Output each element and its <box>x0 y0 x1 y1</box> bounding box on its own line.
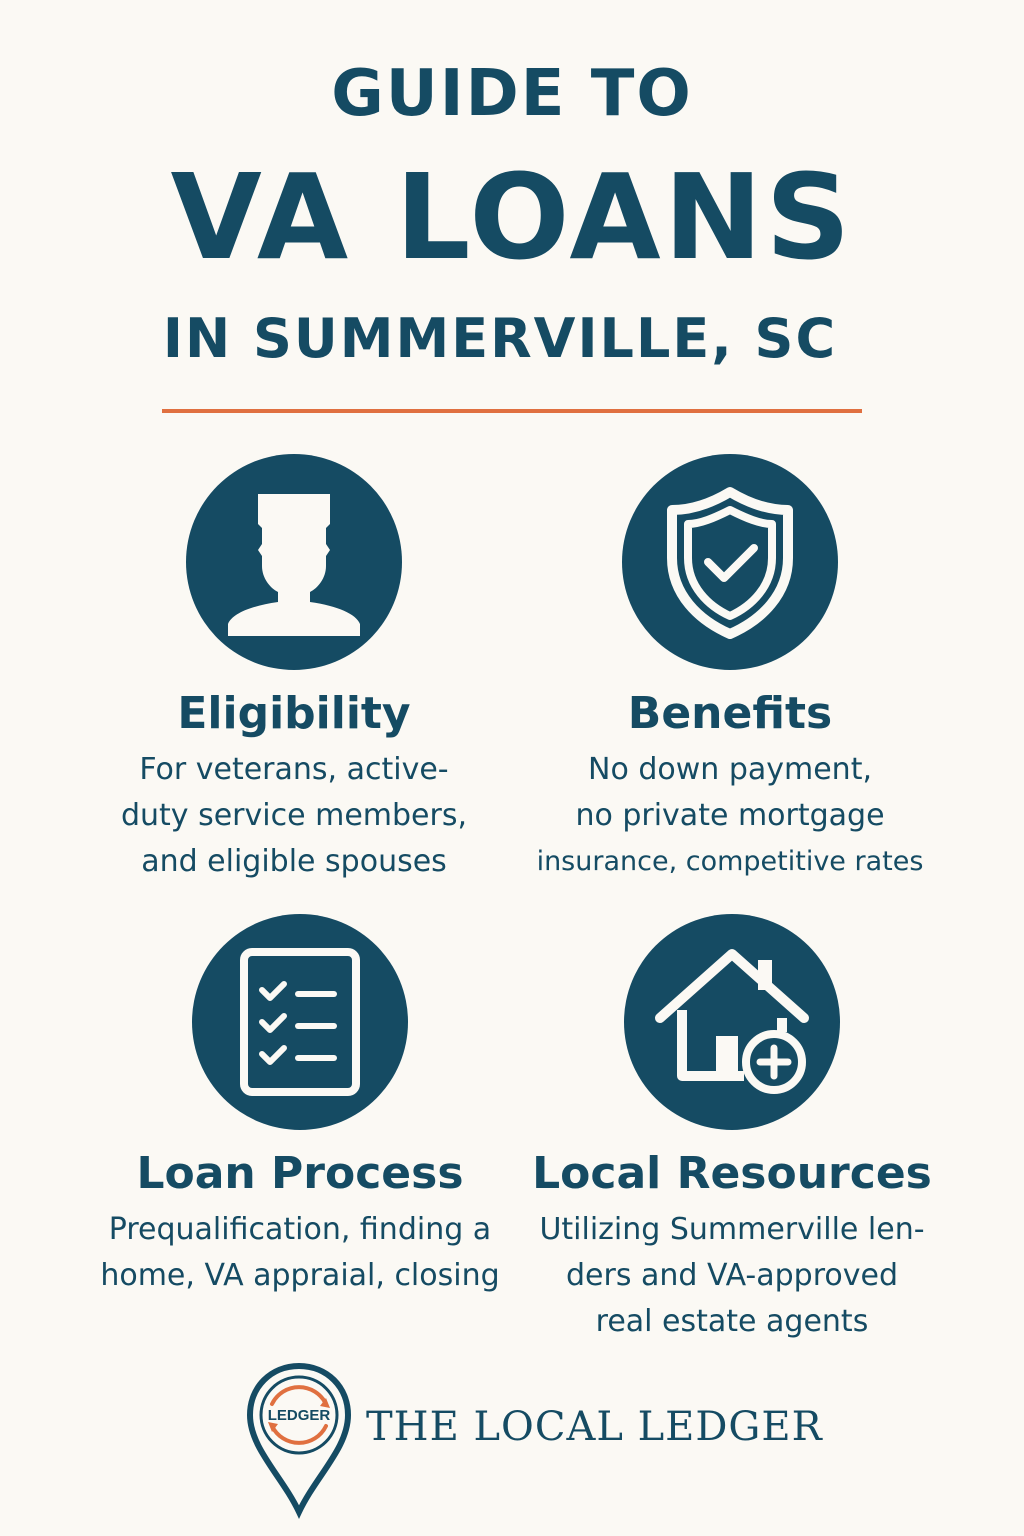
description-line: ders and VA-approved <box>565 1257 899 1293</box>
ledger-logo-icon <box>244 1360 354 1526</box>
section-title: Eligibility <box>177 688 411 739</box>
description-line: For veterans, active- <box>139 751 449 787</box>
section-description <box>74 747 514 885</box>
brand-name: THE LOCAL LEDGER <box>366 1404 823 1450</box>
logo-text: LEDGER <box>267 1407 331 1424</box>
description-line: Utilizing Summerville len- <box>539 1211 925 1247</box>
section-eligibility <box>74 454 514 885</box>
section-title: Loan Process <box>136 1148 464 1199</box>
section-description <box>80 1207 520 1299</box>
house-plus-icon <box>624 914 840 1130</box>
section-title: Local Resources <box>532 1148 932 1199</box>
description-line: Prequalification, finding a <box>108 1211 492 1247</box>
page-title: VA LOANS <box>170 148 854 286</box>
description-line: real estate agents <box>595 1303 869 1339</box>
section-description <box>510 747 950 885</box>
description-line: duty service members, <box>120 797 467 833</box>
section-loan-process <box>80 914 520 1299</box>
checklist-icon <box>192 914 408 1130</box>
shield-check-icon <box>622 454 838 670</box>
section-title: Benefits <box>627 688 833 739</box>
section-benefits <box>510 454 950 885</box>
soldier-icon <box>186 454 402 670</box>
description-line: No down payment, <box>588 751 872 787</box>
description-line: and eligible spouses <box>141 843 447 879</box>
description-line: home, VA appraial, closing <box>100 1257 500 1293</box>
description-line: no private mortgage <box>575 797 885 833</box>
footer <box>244 1360 844 1520</box>
page-subtitle: IN SUMMERVILLE, SC <box>162 307 838 370</box>
section-local-resources <box>512 914 952 1345</box>
section-description <box>512 1207 952 1345</box>
page-title-top: GUIDE TO <box>331 57 693 131</box>
description-line: insurance, competitive rates <box>536 845 924 877</box>
title-divider <box>162 409 862 413</box>
